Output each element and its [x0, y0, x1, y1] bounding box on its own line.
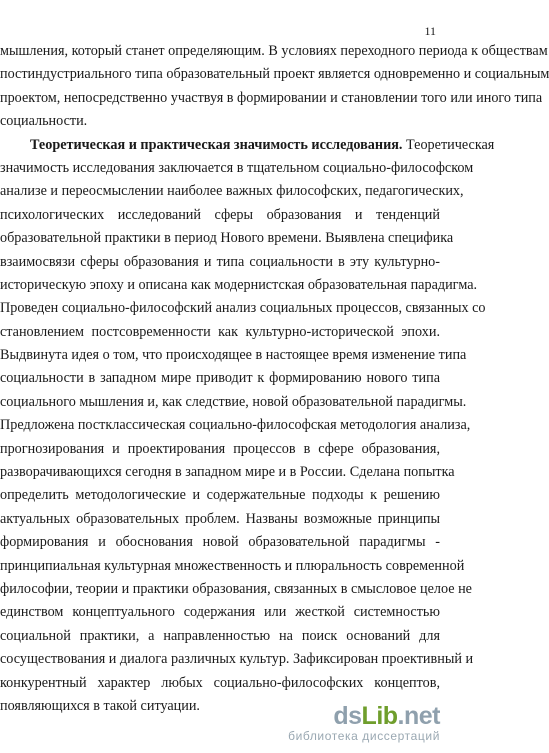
text-line: принципиальная культурная множественность и плюральность современной [0, 557, 465, 574]
text-line: постиндустриального типа образовательный проект является одновременно и социальным [0, 66, 549, 83]
text-line: конкурентный характер любых социально-философских концептов, [0, 674, 440, 691]
text-line: разворачивающихся сегодня в западном мире и в России. Сделана попытка [0, 464, 455, 481]
text-line: Предложена постклассическая социально-философская методология анализа, [0, 417, 471, 434]
text-line: становлением постсовременности как культурно-исторической эпохи. [0, 323, 440, 340]
text-line: формирования и обоснования новой образовательной парадигмы - [0, 534, 440, 551]
text-line: образовательной практики в период Нового времени. Выявлена специфика [0, 230, 454, 247]
text-line: прогнозирования и проектирования процессов в сфере образования, [0, 440, 440, 457]
text-line: значимость исследования заключается в тщательном социально-философском [0, 159, 474, 176]
text-line: определить методологические и содержательные подходы к решению [0, 487, 440, 504]
text-line: философии, теории и практики образования, связанных в смысловое целое не [0, 580, 472, 597]
text-line: актуальных образовательных проблем. Названы возможные принципы [0, 510, 440, 527]
section-heading: Теоретическая и практическая значимость исследования. [30, 136, 403, 153]
dslib-watermark [288, 703, 440, 743]
text-line: историческую эпоху и описана как модернистская образовательная парадигма. [0, 276, 478, 293]
text-line: Выдвинута идея о том, что происходящее в настоящее время изменение типа [0, 347, 467, 364]
dslib-tagline: библиотека диссертаций [288, 729, 440, 743]
text-line: социальной практики, а направленностью на поиск оснований для [0, 627, 440, 644]
text-line: социальности в западном мире приводит к формированию нового типа [0, 370, 440, 387]
text-line: появляющихся в такой ситуации. [0, 697, 200, 714]
dslib-logo: dsLib.net [333, 702, 440, 730]
text-line: мышления, который станет определяющим. В условиях переходного периода к обществам [0, 43, 548, 59]
text-line: социальности. [0, 113, 88, 130]
text-line: сосуществования и диалога различных культур. Зафиксирован проективный и [0, 651, 474, 668]
paragraph-heading-line [0, 134, 495, 157]
body-text [0, 40, 549, 718]
text-line: Проведен социально-философский анализ социальных процессов, связанных со [0, 300, 486, 317]
text-line: социального мышления и, как следствие, новой образовательной парадигмы. [0, 393, 467, 410]
heading-continuation: Теоретическая [402, 136, 495, 153]
text-line: психологических исследований сферы образования и тенденций [0, 206, 440, 223]
text-line: единством концептуального содержания или жесткой системностью [0, 604, 440, 621]
page-number: 11 [424, 24, 436, 38]
text-line: проектом, непосредственно участвуя в формировании и становлении того или иного типа [0, 89, 543, 106]
text-line: взаимосвязи сферы образования и типа социальности в эту культурно- [0, 253, 440, 270]
text-line: анализе и переосмыслении наиболее важных философских, педагогических, [0, 183, 464, 200]
